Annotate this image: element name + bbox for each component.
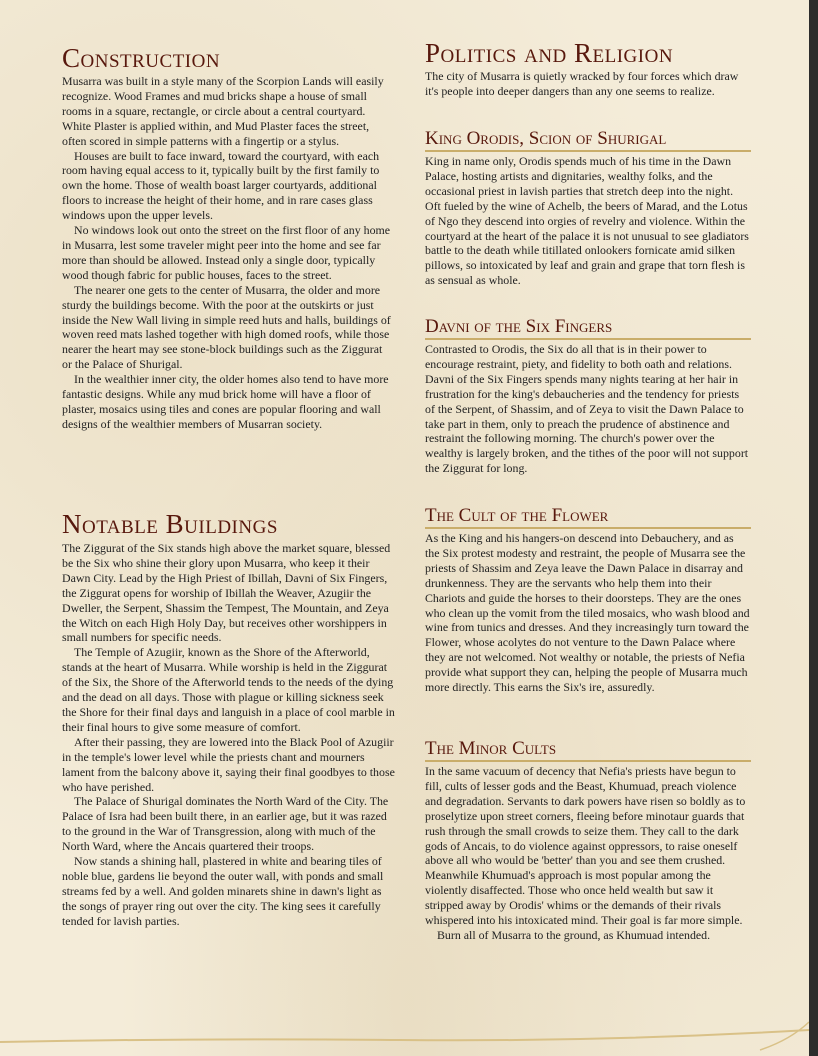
notable-buildings-body (62, 541, 395, 929)
paragraph: The Palace of Shurigal dominates the North Ward of the City. The Palace of Isra had been built there, in an earlier age, but it was razed to the ground in the War of Transgression, along with much of the North Ward, where the Ancais quartered their troops. (62, 794, 389, 854)
construction-body (62, 74, 395, 432)
paragraph: Contrasted to Orodis, the Six do all that is in their power to encourage restraint, piety, and fidelity to both oath and relations. Davni of the Six Fingers spends many nights tearing at her hair in frustration for the king's debaucheries and the tendency for priests of the Serpent, of Shassim, and of Zeya to visit the Dawn Palace to take part in them, only to preach the prudence of abstinence and restraint the following morning. The church's power over the wealthy is largely broken, and the tithes of the poor will not support the Ziggurat for long. (425, 342, 749, 476)
davni-body (425, 342, 751, 476)
paragraph: The Temple of Azugiir, known as the Shore of the Afterworld, stands at the heart of Musarra. While worship is held in the Ziggurat of the Six, the Shore of the Afterworld tends to the needs of the dying and the dead on all days. Those with plague or killing sickness seek the Shore for their final days and languish in a place of cool marble in their final hours to give some measure of comfort. (62, 645, 395, 734)
paragraph: The city of Musarra is quietly wracked by four forces which draw it's people into deeper dangers than any one seems to realize. (425, 69, 739, 98)
page-edge (809, 0, 818, 1056)
paragraph: Musarra was built in a style many of the Scorpion Lands will easily recognize. Wood Frames and mud bricks shape a house of small rooms in a square, rectangle, or circle about a central courtyard. White Plaster is applied within, and Mud Plaster faces the street, often scored in simple patterns with a fingertip or a stylus. (62, 74, 384, 148)
paragraph: No windows look out onto the street on the first floor of any home in Musarra, lest some traveler might peer into the home and see far more than should be allowed. Instead only a single door, typically wood though fabric for public houses, faces to the street. (62, 223, 391, 282)
paragraph: Houses are built to face inward, toward the courtyard, with each room having equal access to it, typically built by the first family to own the home. Those of wealth boast larger courtyards, additional floors to increase the height of their home, and in rare cases glass windows upon the upper levels. (62, 148, 380, 223)
flower-body (425, 531, 751, 695)
heading-minor-cults: The Minor Cults (425, 738, 751, 762)
heading-king-orodis: King Orodis, Scion of Shurigal (425, 128, 751, 152)
paragraph: Now stands a shining hall, plastered in white and bearing tiles of noble blue, gardens lie beyond the outer wall, with ponds and small streams fed by a well. And golden minarets shine in dawn's light as the songs of prayer ring out over the city. The king sees it carefully tended for lavish parties. (62, 854, 384, 928)
paragraph: Burn all of Musarra to the ground, as Khumuad intended. (437, 927, 711, 942)
orodis-body (425, 154, 751, 288)
paragraph: King in name only, Orodis spends much of his time in the Dawn Palace, hosting artists and dignitaries, wealthy folks, and the occasional priest in lavish parties that stretch deep into the night. Oft fueled by the wine of Achelb, the beers of Marad, and the Lotus of Ngo they descend into orgies of revelry and violence. Within the courtyard at the heart of the palace it is not unusual to see gladiators battle to the death while titillated onlookers fornicate amid silken pillows, so intoxicated by leaf and grain and grape that torn flesh is as sensual as whole. (425, 154, 749, 288)
paragraph: The nearer one gets to the center of Musarra, the older and more sturdy the buildings become. With the poor at the outskirts or just inside the New Wall living in simple reed huts and halls, buildings of woven reed mats lashed together with high domed roofs, while those nearer the heart may see stone-block buildings such as the Ziggurat or the Palace of Shurigal. (62, 282, 391, 372)
paragraph: After their passing, they are lowered into the Black Pool of Azugiir in the temple's lower level while the priests chant and mourners lament from the balcony above it, saying their final goodbyes to those who have perished. (62, 734, 395, 794)
heading-construction: Construction (62, 43, 221, 73)
paragraph: In the wealthier inner city, the older homes also tend to have more fantastic designs. While any mud brick home will have a floor of plaster, mosaics using tiles and cones are popular flooring and wall designs of the wealthier members of Musarran society. (62, 372, 389, 431)
footer-ornament (0, 1020, 809, 1056)
paragraph: In the same vacuum of decency that Nefia's priests have begun to fill, cults of lesser gods and the Beast, Khumuad, preach violence and degradation. Servants to dark powers have risen so boldly as to proselytize upon street corners, fleeing before minotaur guards that rush through the small crowds to seize them. They call to the dark gods of Ancais, to do violence against oppressors, to raise oneself above all who would be 'better' than you and see them crushed. Meanwhile Khumuad's approach is most popular among the violently disaffected. Those who once held wealth but saw it stripped away by Orodis' whims or the demands of their rivals whispered into his intoxicated mind. Their goal is far more simple. (425, 764, 746, 928)
politics-body (425, 69, 751, 99)
paragraph: As the King and his hangers-on descend into Debauchery, and as the Six protest modesty and restraint, the people of Musarra see the priests of Shassim and Zeya leave the Dawn Palace in disarray and drunkenness. They are the servants who help them into their Chariots and guide the horses to their doorsteps. They are the ones who clean up the vomit from the tiled mosaics, who wash blood and wine from tunics and dresses. And they increasingly turn toward the Flower, whose acolytes do not venture to the Dawn Palace where they are not welcomed. Not wealthy or notable, the priests of Nefia provide what support they can, helping the people of Musarra much more directly. This earns the Six's ire, assuredly. (425, 531, 750, 695)
footer-ornament-line (0, 1030, 809, 1042)
heading-cult-of-the-flower: The Cult of the Flower (425, 505, 751, 529)
minor-cults-body (425, 764, 751, 943)
heading-davni: Davni of the Six Fingers (425, 316, 751, 340)
paragraph: The Ziggurat of the Six stands high above the market square, blessed be the Six who shine their glory upon Musarra, who keep it their Dawn City. Lead by the High Priest of Ibillah, Davni of Six Fingers, the Ziggurat opens for worship of Ibillah the Weaver, Azugiir the Dweller, the Serpent, Shassim the Tempest, The Mountain, and Zeya the Witch on each High Holy Day, but receives other worshippers in small numbers for specific needs. (62, 541, 391, 645)
heading-notable-buildings: Notable Buildings (62, 509, 278, 539)
heading-politics-and-religion: Politics and Religion (425, 38, 674, 68)
footer-ornament-curl (760, 1022, 809, 1050)
